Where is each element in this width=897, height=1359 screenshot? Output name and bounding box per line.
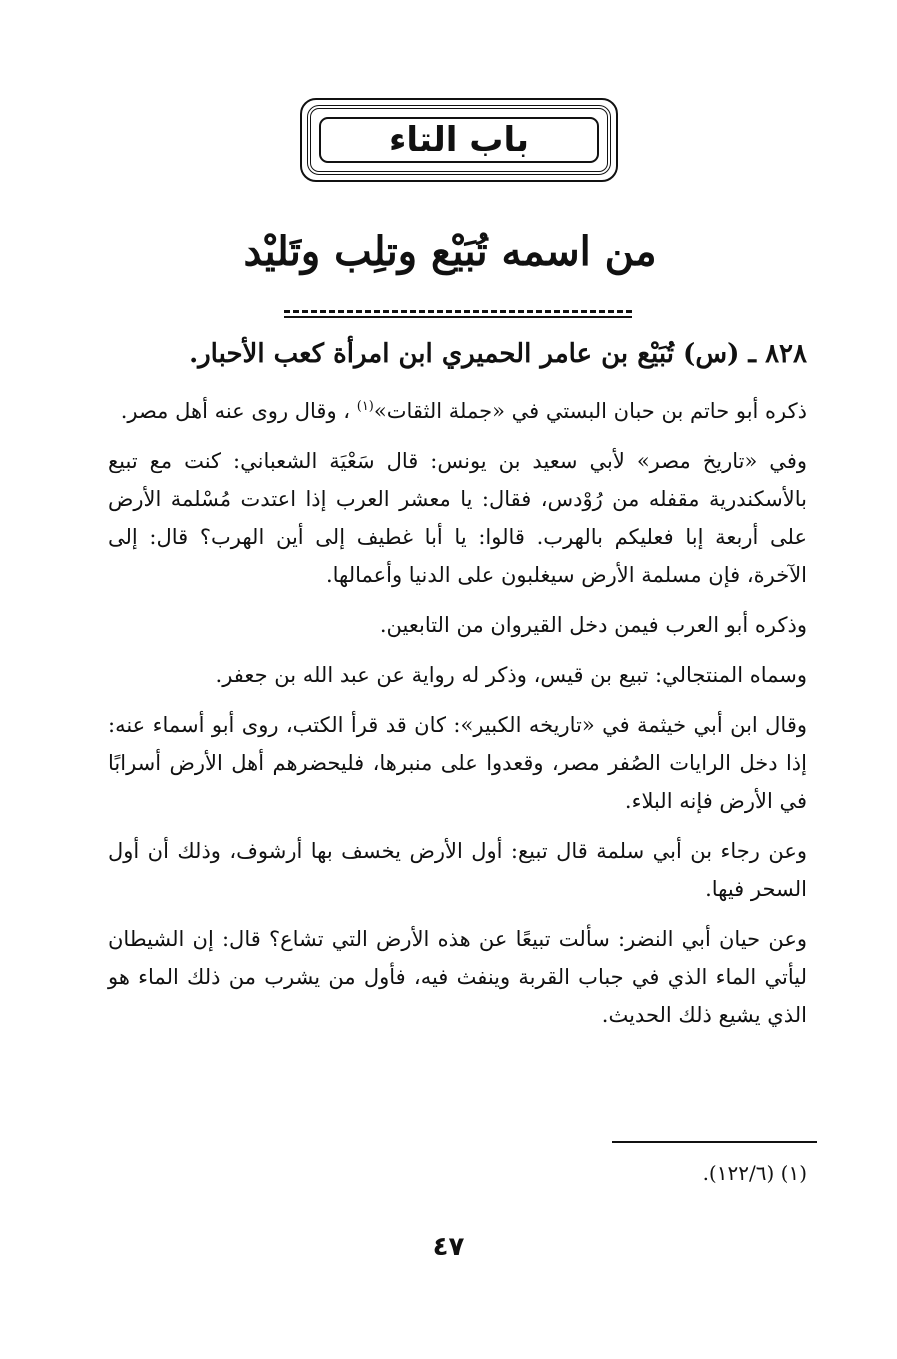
chapter-title-box: [319, 117, 599, 163]
footnote-marker[interactable]: (١): [356, 399, 374, 414]
footnote-separator: [612, 1141, 817, 1143]
paragraph: وعن حيان أبي النضر: سألت تبيعًا عن هذه الأرض التي تشاع؟ قال: إن الشيطان ليأتي الماء الذي في جباب القربة وينفث فيه، فأول من يشرب من ذلك الماء هو الذي يشيع ذلك الحديث.: [108, 927, 807, 1027]
section-title-underline: [284, 310, 632, 313]
footnote: (١) (١٢٢/٦).: [702, 1161, 807, 1185]
section-title-underline-solid: [284, 316, 632, 318]
chapter-title-frame-border: [307, 105, 611, 175]
entry-heading: ٨٢٨ ـ (س) تُبَيْع بن عامر الحميري ابن امرأة كعب الأحبار.: [189, 339, 807, 369]
section-title: من اسمه تُبَيْع وتلِب وتَليْد: [243, 228, 657, 275]
paragraph: وعن رجاء بن أبي سلمة قال تبيع: أول الأرض يخسف بها أرشوف، وذلك أن أول السحر فيها.: [108, 839, 807, 901]
page-number: ٤٧: [432, 1232, 465, 1262]
paragraph: وذكره أبو العرب فيمن دخل القيروان من التابعين.: [379, 613, 807, 637]
paragraph: وسماه المنتجالي: تبيع بن قيس، وذكر له رواية عن عبد الله بن جعفر.: [215, 663, 807, 687]
chapter-title: باب التاء: [389, 120, 529, 160]
paragraph-text: ذكره أبو حاتم بن حبان البستي في «جملة الثقات»: [373, 399, 807, 423]
paragraph: [108, 392, 807, 430]
paragraph-text-continued: ، وقال روى عنه أهل مصر.: [120, 399, 357, 423]
paragraph: وقال ابن أبي خيثمة في «تاريخه الكبير»: كان قد قرأ الكتب، روى أبو أسماء عنه: إذا دخل الرايات الصُفر مصر، وقعدوا على منبرها، فليحضرهم أهل الأرض أسرابًا في الأرض فإنه البلاء.: [108, 713, 807, 813]
entry-body: [108, 392, 807, 1046]
paragraph: وفي «تاريخ مصر» لأبي سعيد بن يونس: قال سَعْيَة الشعباني: كنت مع تبيع بالأسكندرية مقفله من رُوْدس، فقال: يا معشر العرب إذا اعتدت مُسْلمة الأرض على أربعة إبا فعليكم بالهرب. قالوا: يا أبا غطيف إلى أين الهرب؟ قال: إلى الآخرة، فإن مسلمة الأرض سيغلبون على الدنيا وأعمالها.: [108, 449, 807, 587]
chapter-title-frame: [300, 98, 618, 182]
